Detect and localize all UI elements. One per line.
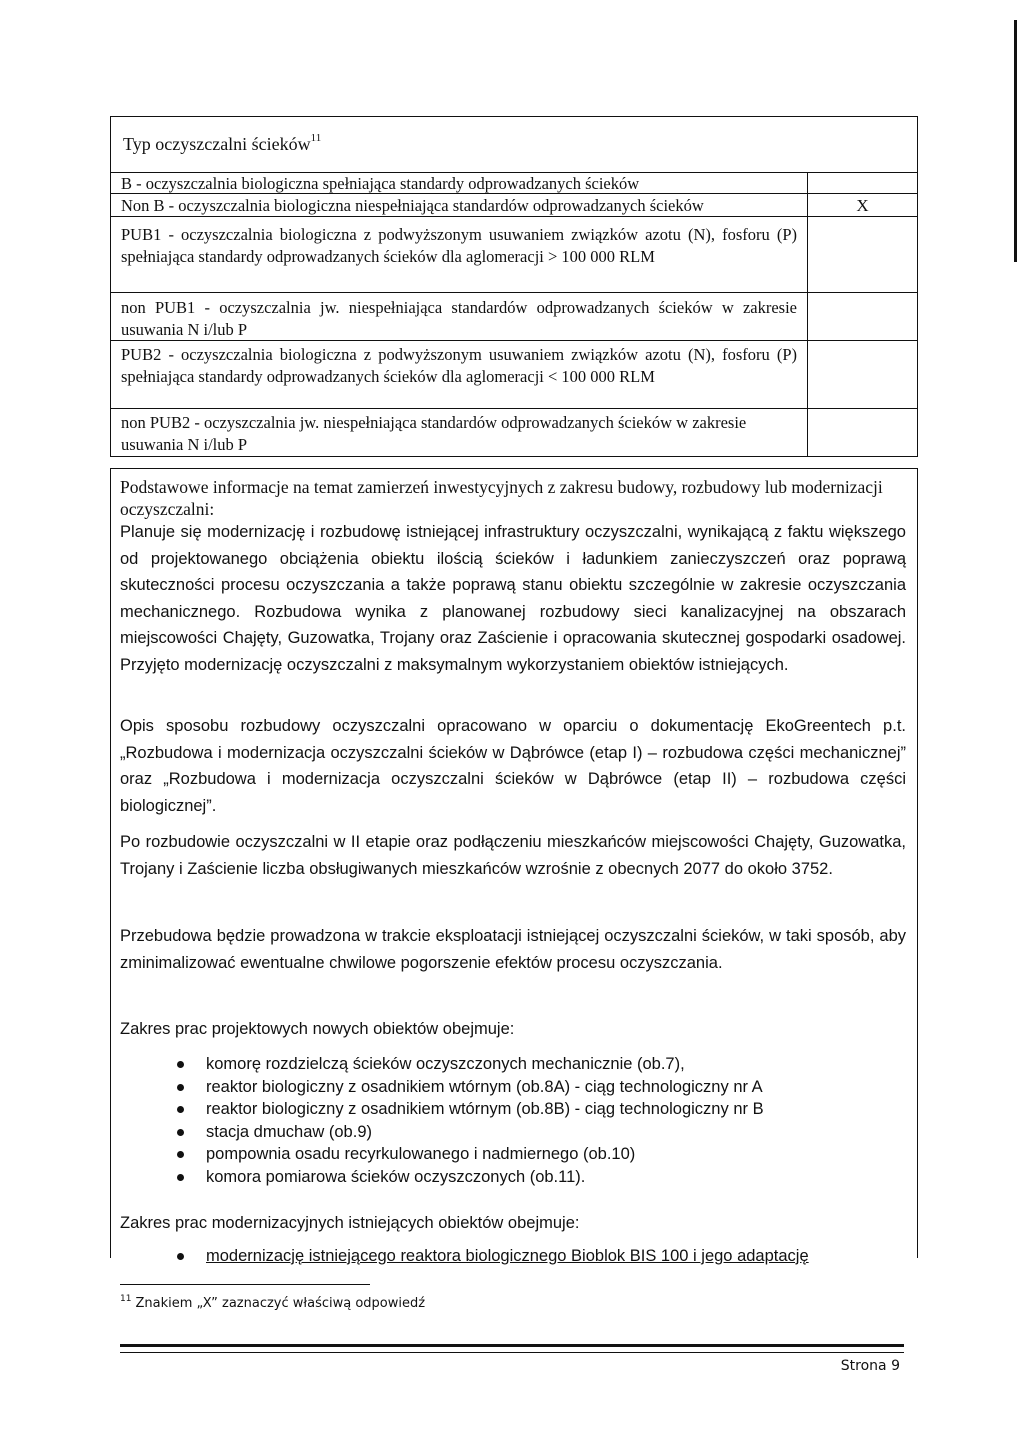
- table-row: [111, 216, 807, 292]
- mark-cell: [807, 193, 917, 216]
- paragraph-operation: Przebudowa będzie prowadzona w trakcie eksploatacji istniejącej oczyszczalni ścieków, w taki sposób, aby zminimalizować ewentualne chwilowe pogorszenie efektów procesu oczyszczania.: [120, 927, 906, 972]
- footer-rule-thick: [120, 1344, 904, 1347]
- list-item: reaktor biologiczny z osadnikiem wtórnym (ob.8B) - ciąg technologiczny nr B: [120, 1098, 906, 1121]
- table-row: [111, 292, 807, 340]
- info-heading: Podstawowe informacje na temat zamierzeń inwestycyjnych z zakresu budowy, rozbudowy lub modernizacji oczyszczalni:: [120, 477, 883, 519]
- scan-edge-mark: [1014, 20, 1017, 262]
- list-item: stacja dmuchaw (ob.9): [120, 1121, 906, 1144]
- row-text: PUB1 - oczyszczalnia biologiczna z podwyższonym usuwaniem związków azotu (N), fosforu (P) spełniająca standardy odprowadzanych ścieków dla aglomeracji > 100 000 RLM: [121, 225, 797, 266]
- table-row: [111, 193, 807, 216]
- paragraph-documentation: Opis sposobu rozbudowy oczyszczalni opracowano w oparciu o dokumentację EkoGreentech p.t. „Rozbudowa i modernizacja oczyszczalni ścieków w Dąbrówce (etap I) – rozbudowa części mechanicznej” oraz „Rozbudowa i modernizacja oczyszczalni ścieków w Dąbrówce (etap II) – rozbudowa części biologicznej”.: [120, 717, 906, 815]
- mark-cell: [807, 292, 917, 340]
- new-objects-list: [120, 1053, 906, 1188]
- table-header-text: Typ oczyszczalni ścieków: [123, 134, 311, 154]
- mark-cell: [807, 172, 917, 193]
- table-row: [111, 172, 807, 193]
- footer-rule-thin: [120, 1352, 904, 1353]
- list-item: komorę rozdzielczą ścieków oczyszczonych mechanicznie (ob.7),: [120, 1053, 906, 1076]
- table-header: [123, 132, 321, 155]
- page-number: Strona 9: [840, 1358, 900, 1374]
- mark-cell: [807, 216, 917, 292]
- row-text: Non B - oczyszczalnia biologiczna niespełniająca standardów odprowadzanych ścieków: [121, 196, 704, 215]
- row-text: non PUB1 - oczyszczalnia jw. niespełniająca standardów odprowadzanych ścieków w zakresie usuwania N i/lub P: [121, 298, 797, 339]
- list-item: reaktor biologiczny z osadnikiem wtórnym (ob.8A) - ciąg technologiczny nr A: [120, 1076, 906, 1099]
- row-text: non PUB2 - oczyszczalnia jw. niespełniająca standardów odprowadzanych ścieków w zakresie usuwania N i/lub P: [121, 413, 747, 454]
- footnote-rule: [120, 1284, 370, 1285]
- row-text: B - oczyszczalnia biologiczna spełniająca standardy odprowadzanych ścieków: [121, 174, 640, 193]
- paragraph-modernization-intro: Zakres prac modernizacyjnych istniejących obiektów obejmuje:: [120, 1214, 580, 1232]
- table-row: [111, 340, 807, 408]
- mark-cell: [807, 340, 917, 408]
- footnote-ref: 11: [310, 132, 322, 144]
- footnote-number: 11: [120, 1294, 132, 1304]
- paragraph-after-expansion: Po rozbudowie oczyszczalni w II etapie oraz podłączeniu mieszkańców miejscowości Chajęty, Guzowatka, Trojany i Zaścienie liczba obsługiwanych mieszkańców wzrośnie z obecnych 2077 do około 3752.: [120, 833, 906, 878]
- modernization-list: [120, 1245, 906, 1268]
- wastewater-type-table: [110, 116, 918, 457]
- paragraph-new-objects-intro: Zakres prac projektowych nowych obiektów obejmuje:: [120, 1020, 515, 1038]
- list-item: komora pomiarowa ścieków oczyszczonych (ob.11).: [120, 1166, 906, 1189]
- paragraph-plan: Planuje się modernizację i rozbudowę istniejącej infrastruktury oczyszczalni, wynikającą z faktu większego od projektowanego obciążenia obiektu ilością ścieków i ładunkiem zanieczyszczeń oraz poprawą skuteczności procesu oczyszczania a także poprawą stanu obiektu szczególnie w zakresie oczyszczania mechanicznego. Rozbudowa wynika z planowanej rozbudowy sieci kanalizacyjnej na obszarach miejscowości Chajęty, Guzowatka, Trojany oraz Zaścienie i opracowania skutecznej gospodarki osadowej. Przyjęto modernizację oczyszczalni z maksymalnym wykorzystaniem obiektów istniejących.: [120, 523, 906, 674]
- footnote-text: Znakiem „X” zaznaczyć właściwą odpowiedź: [135, 1296, 426, 1311]
- list-item: pompownia osadu recyrkulowanego i nadmiernego (ob.10): [120, 1143, 906, 1166]
- list-item: modernizację istniejącego reaktora biologicznego Bioblok BIS 100 i jego adaptację: [120, 1245, 906, 1268]
- footnote: [120, 1294, 425, 1311]
- row-text: PUB2 - oczyszczalnia biologiczna z podwyższonym usuwaniem związków azotu (N), fosforu (P) spełniająca standardy odprowadzanych ścieków dla aglomeracji < 100 000 RLM: [121, 345, 797, 386]
- mark-value: X: [856, 196, 869, 215]
- mark-cell: [807, 408, 917, 456]
- table-row: [111, 408, 807, 456]
